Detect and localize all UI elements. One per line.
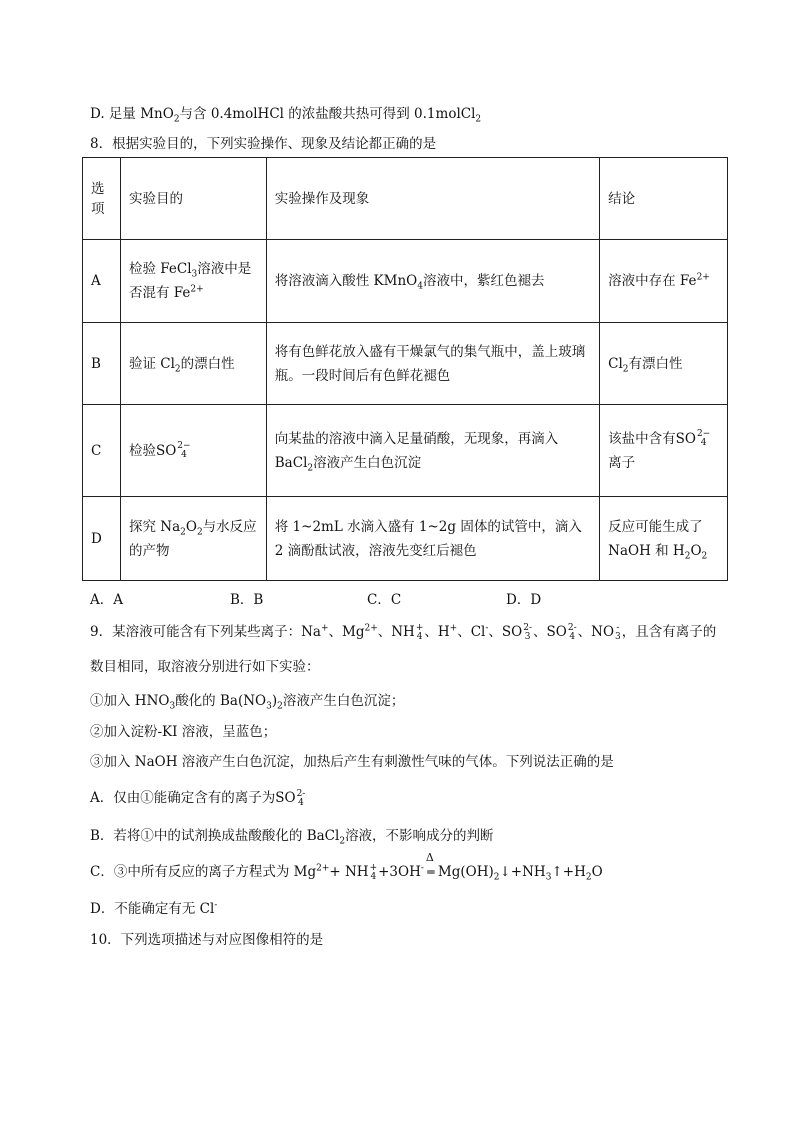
heat-delta-icon: Δ ═ [425, 851, 435, 879]
row-operation: 将 1~2mL 水滴入盛有 1~2g 固体的试管中，滴入 2 滴酚酞试液，溶液先变红后褪色 [266, 497, 599, 581]
header-purpose: 实验目的 [120, 158, 266, 240]
row-option: B [83, 323, 121, 405]
row-conclusion: 溶液中存在 $Fe^{2+}$ [600, 240, 728, 323]
row-conclusion: $Cl_2$有漂白性 [600, 323, 728, 405]
row-operation: 将溶液滴入酸性 KMnO$_4$溶液中，紫红色褪去 [266, 240, 599, 323]
table-row [83, 405, 728, 497]
row-option: D [83, 497, 121, 581]
row-purpose: 验证 $Cl_2$的漂白性 [120, 323, 266, 405]
choice-a[interactable]: A．A [90, 592, 123, 608]
q9-experiment-2: ②加入淀粉-KI 溶液，呈蓝色； [90, 724, 277, 740]
choice-b[interactable]: B．B [230, 592, 264, 608]
q9-option-a: A．仅由①能确定含有的离子为SO 2- 4 [90, 788, 306, 808]
row-purpose: 探究 $Na_2O_2$与水反应的产物 [120, 497, 266, 581]
row-purpose: 检验SO 2− 4 [120, 405, 266, 497]
table-row [83, 323, 728, 405]
header-option: 选项 [83, 158, 121, 240]
q8-stem: 8．根据实验目的，下列实验操作、现象及结论都正确的是 [90, 136, 437, 152]
q9-experiment-1: ①加入 $HNO_3$酸化的 $Ba(NO_3)_2$溶液产生白色沉淀； [90, 693, 405, 712]
row-option: C [83, 405, 121, 497]
q7-option-d: D. 足量 MnO$_2$与含 0.4molHCl 的浓盐酸共热可得到 0.1molCl$_2$ [90, 106, 482, 125]
row-operation: 向某盐的溶液中滴入足量硝酸，无现象，再滴入 BaCl$_2$溶液产生白色沉淀 [266, 405, 599, 497]
q9-option-d: D．不能确定有无 Cl- [90, 900, 218, 917]
q9-experiment-3: ③加入 NaOH 溶液产生白色沉淀，加热后产生有刺激性气味的气体。下列说法正确的是 [90, 754, 614, 770]
q9-stem-line2: 数目相同，取溶液分别进行如下实验： [90, 659, 320, 675]
q9-option-b: B．若将①中的试剂换成盐酸酸化的 BaCl$_2$溶液，不影响成分的判断 [90, 828, 494, 847]
table-header-row [83, 158, 728, 240]
row-conclusion: 该盐中含有SO 2− 4 离子 [600, 405, 728, 497]
q9-option-c: C．③中所有反应的离子方程式为 $Mg^{2+}+$ NH + 4 +3OH- Δ ═ $Mg(OH)_2↓+NH_3↑+H_2O$ [90, 851, 603, 883]
row-operation: 将有色鲜花放入盛有干燥氯气的集气瓶中，盖上玻璃瓶。一段时间后有色鲜花褪色 [266, 323, 599, 405]
q9-stem-line1: 9．某溶液可能含有下列某些离子：Na+、$Mg^{2+}$、NH + 4 、H+、Cl-、SO 2- 3 、SO 2- 4 、NO - 3 ，且含有离子的 [90, 622, 717, 642]
choice-d[interactable]: D．D [506, 592, 542, 608]
table-row [83, 240, 728, 323]
table-row [83, 497, 728, 581]
q10-stem: 10．下列选项描述与对应图像相符的是 [90, 932, 324, 948]
row-option: A [83, 240, 121, 323]
row-purpose: 检验 FeCl$_3$溶液中是否混有 $Fe^{2+}$ [120, 240, 266, 323]
choice-c[interactable]: C．C [367, 592, 402, 608]
row-conclusion: 反应可能生成了 NaOH 和 $H_2O_2$ [600, 497, 728, 581]
header-conclusion: 结论 [600, 158, 728, 240]
header-operation: 实验操作及现象 [266, 158, 599, 240]
q8-choices [90, 588, 730, 608]
experiment-table [82, 157, 728, 581]
